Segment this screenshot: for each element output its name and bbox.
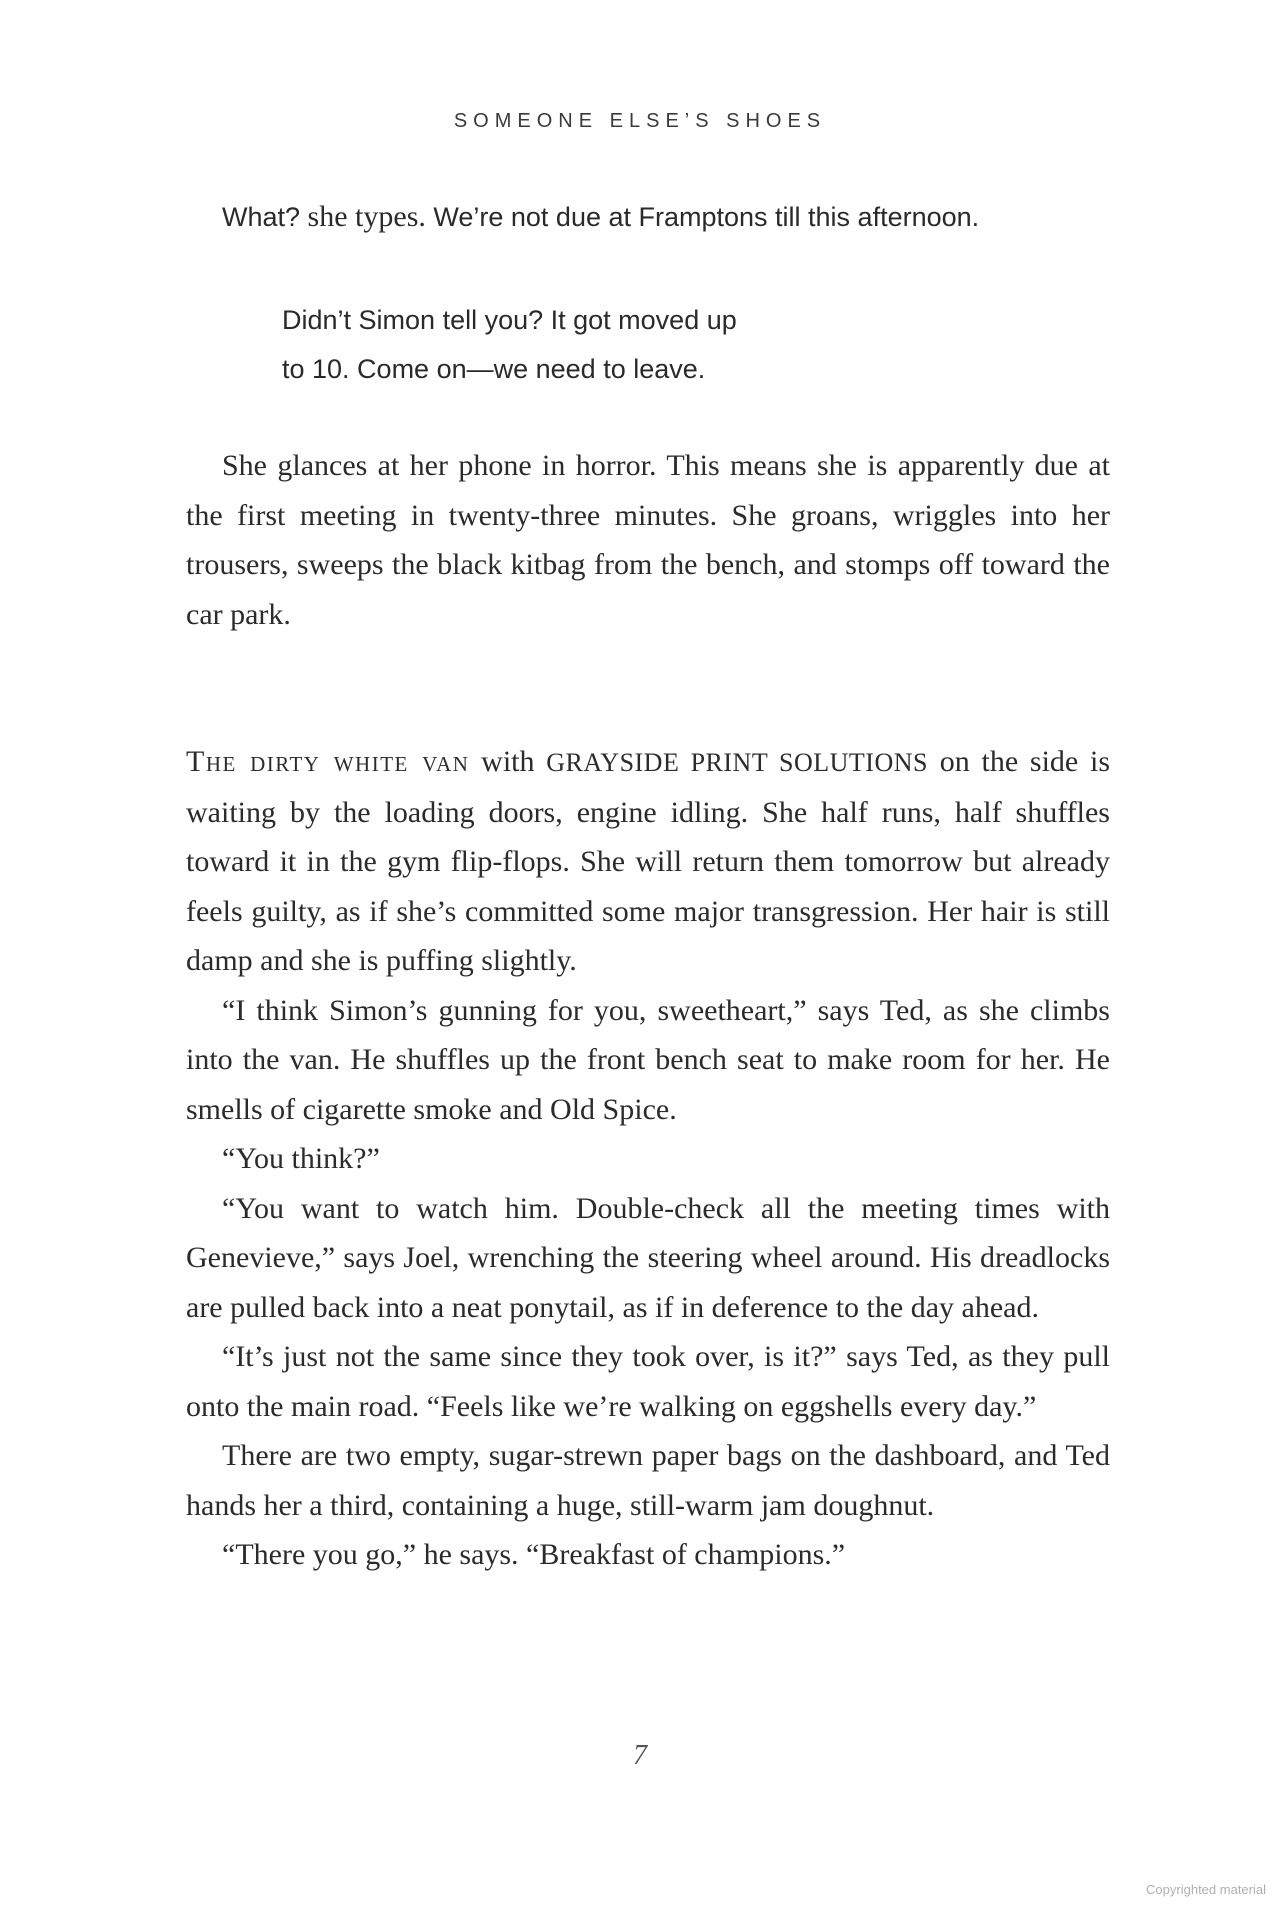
section-lead-in: The dirty white van	[186, 745, 470, 778]
copyright-watermark: Copyrighted material	[1146, 1882, 1266, 1897]
running-head: SOMEONE ELSE’S SHOES	[453, 110, 827, 132]
section-text-mid: with	[469, 745, 547, 778]
paragraph-4: “You think?”	[222, 1142, 380, 1175]
paragraph-3: “I think Simon’s gunning for you, sweetheart,” says Ted, as she climbs into the van. He shuffles up the front bench seat to make room for her. He smells of cigarette smoke and Old Spice.	[186, 993, 1110, 1126]
paragraph-8: “There you go,” he says. “Breakfast of champions.”	[222, 1538, 846, 1571]
message-question: What?	[222, 202, 301, 232]
paragraph-block-2	[186, 737, 1110, 1580]
reply-line-2: to 10. Come on—we need to leave.	[282, 354, 706, 384]
reply-line-1: Didn’t Simon tell you? It got moved up	[282, 305, 737, 335]
van-sign-text: GRAYSIDE PRINT SOLUTIONS	[546, 748, 928, 777]
paragraph-block-1	[186, 441, 1110, 639]
section-paragraph	[186, 737, 1110, 986]
page-number: 7	[633, 1740, 647, 1771]
reply-message	[282, 296, 737, 394]
paragraph-6: “It’s just not the same since they took over, is it?” says Ted, as they pull onto the main road. “Feels like we’re walking on eggshells every day.”	[186, 1340, 1110, 1423]
message-text: We’re not due at Framptons till this afternoon.	[433, 202, 980, 232]
section-text-rest: on the side is waiting by the loading doors, engine idling. She half runs, half shuffles toward it in the gym flip-flops. She will return them tomorrow but already feels guilty, as if she’s committed some major transgression. Her hair is still damp and she is puffing slightly.	[186, 745, 1110, 977]
paragraph-5: “You want to watch him. Double-check all the meeting times with Genevieve,” says Joel, wrenching the steering wheel around. His dreadlocks are pulled back into a neat ponytail, as if in deference to the day ahead.	[186, 1191, 1110, 1324]
paragraph-7: There are two empty, sugar-strewn paper bags on the dashboard, and Ted hands her a third, containing a huge, still-warm jam doughnut.	[186, 1439, 1110, 1522]
text-message	[222, 200, 979, 234]
paragraph-1: She glances at her phone in horror. This means she is apparently due at the first meeting in twenty-three minutes. She groans, wriggles into her trousers, sweeps the black kitbag from the bench, and stomps off toward the car park.	[186, 449, 1110, 631]
message-tag: she types.	[300, 200, 434, 233]
